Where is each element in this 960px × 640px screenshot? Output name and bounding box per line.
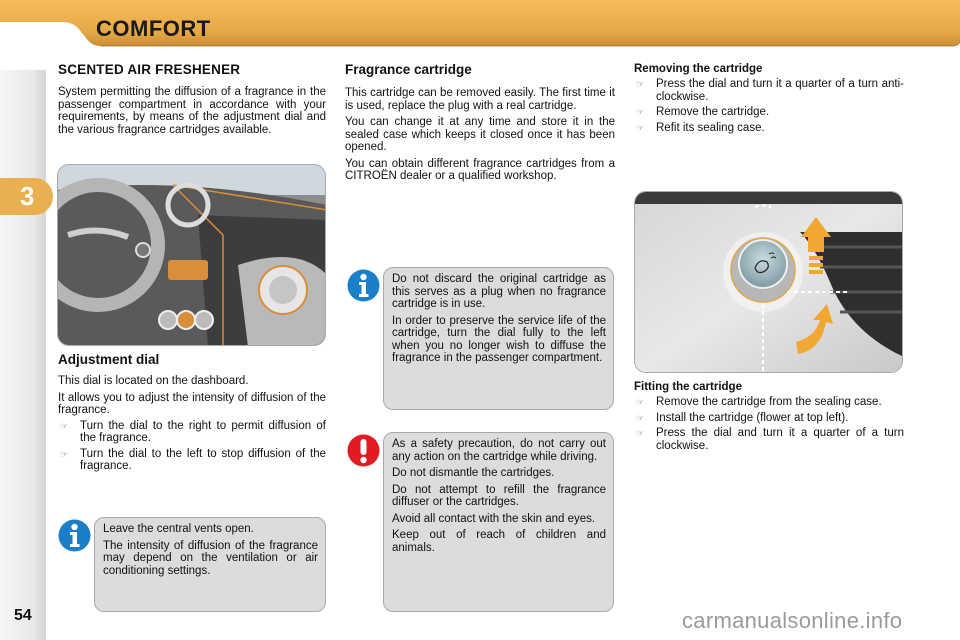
pointing-hand-icon: ☞ [636,397,645,407]
watermark-link[interactable]: carmanualsonline.info [682,608,903,633]
removing-heading: Removing the cartridge [634,63,763,75]
pointing-hand-icon: ☞ [636,428,645,438]
list-item: ☞ Press the dial and turn it a quarter of a turn clockwise. [636,427,904,452]
page-number: 54 [14,607,32,624]
adjust-paragraph-2: It allows you to adjust the intensity of diffusion of the fragrance. [58,391,326,416]
info-icon [347,269,380,302]
info-note-vents: Leave the central vents open. The intensity of diffusion of the fragrance may depend on the ventilation or air conditioning settings. [94,517,326,612]
info-icon [58,519,91,552]
cartridge-paragraph-3: You can obtain different fragrance cartridges from a CITROËN dealer or a qualified workshop. [345,157,615,182]
fragrance-cartridge-heading: Fragrance cartridge [345,62,472,77]
header-banner [0,0,960,48]
info-note-original-cartridge: Do not discard the original cartridge as this serves as a plug when no fragrance cartridge is in use. In order to preserve the service life of the cartridge, turn the dial fully to the left when you no longer wish to diffuse the fragrance in the passenger compartment. [383,267,614,410]
cartridge-paragraph-2: You can change it at any time and store it in the sealed case which keeps it closed once it has been opened. [345,116,615,153]
column-3 [634,63,904,134]
warning-note-safety: As a safety precaution, do not carry out any action on the cartridge while driving. Do not dismantle the cartridges. Do not attempt to refill the fragrance diffuser or the cartridges. Avoid all contact with the skin and eyes. Keep out of reach of children and animals. [383,432,614,612]
chapter-number: 3 [20,181,35,211]
column-1 [58,62,326,136]
dial-image [635,192,903,373]
list-item: ☞ Press the dial and turn it a quarter of a turn anti-clockwise. [636,78,904,103]
main-heading: SCENTED AIR FRESHENER [58,62,241,77]
list-item: ☞ Refit its sealing case. [636,121,765,134]
adjustment-dial-heading: Adjustment dial [58,352,160,367]
adjustment-dial-section [58,352,326,473]
list-item: ☞ Remove the cartridge from the sealing case. [636,396,882,408]
section-title: COMFORT [96,16,211,41]
list-item: ☞ Turn the dial to the left to stop diffusion of the fragrance. [60,447,326,472]
list-item: ☞ Remove the cartridge. [636,106,770,118]
fragrance-dial-illustration [634,191,903,373]
cartridge-paragraph-1: This cartridge can be removed easily. The first time it is used, replace the plug with a real cartridge. [345,87,615,112]
pointing-hand-icon: ☞ [636,79,645,89]
list-item: ☞ Install the cartridge (flower at top left). [636,411,849,424]
pointing-hand-icon: ☞ [60,448,69,459]
list-item: ☞ Turn the dial to the right to permit diffusion of the fragrance. [60,419,326,444]
adjust-paragraph-1: This dial is located on the dashboard. [58,375,249,387]
dashboard-image [58,165,326,346]
fitting-section [634,381,904,452]
column-2 [345,62,615,183]
pointing-hand-icon: ☞ [636,122,645,133]
margin-strip [0,70,46,640]
warning-icon [347,434,380,467]
pointing-hand-icon: ☞ [60,420,69,431]
fitting-heading: Fitting the cartridge [634,381,742,393]
chapter-tab [0,178,53,215]
pointing-hand-icon: ☞ [636,107,645,117]
intro-paragraph: System permitting the diffusion of a fragrance in the passenger compartment in accordance with your requirements, by means of the adjustment dial and the various fragrance cartridges available. [58,86,326,136]
pointing-hand-icon: ☞ [636,412,645,423]
dashboard-illustration [57,164,326,346]
